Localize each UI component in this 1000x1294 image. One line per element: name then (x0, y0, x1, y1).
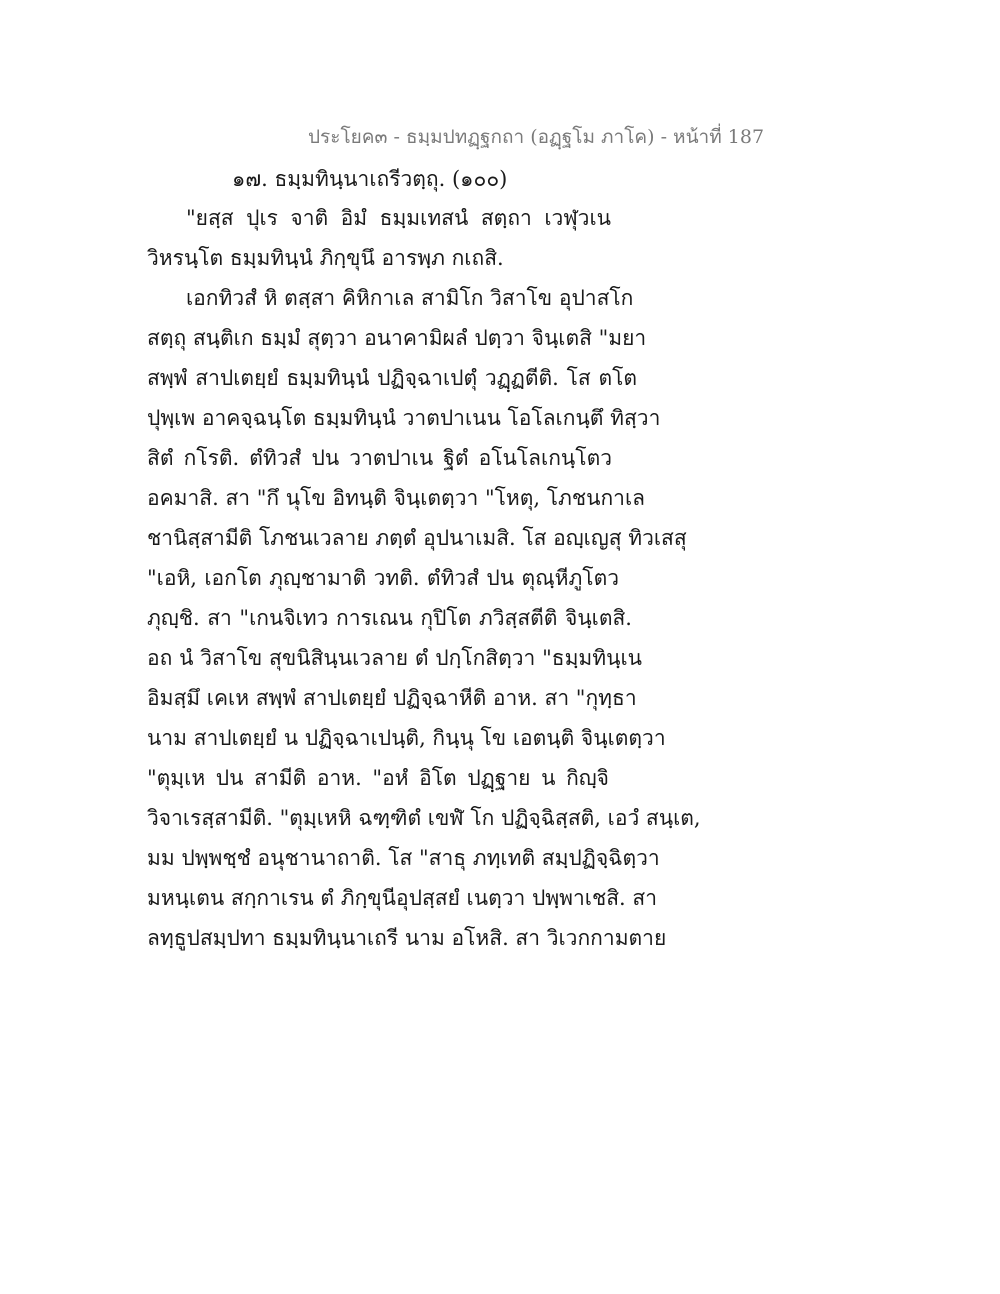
body-line: อิมสฺมึ เคเห สพฺพํ สาปเตยฺยํ ปฏิจฺฉาหีติ อาห. สา "กุทฺธา (147, 686, 637, 710)
body-line: นาม สาปเตยฺยํ น ปฏิจฺฉาเปนฺติ, กินฺนุ โข เอตนฺติ จินฺเตตฺวา (147, 726, 666, 750)
body-line: "ยสฺส ปุเร จาติ อิมํ ธมฺมเทสนํ สตฺถา เวฬุวเน (186, 206, 611, 230)
running-header: ประโยค๓ - ธมฺมปทฏฺฐกถา (อฏฺฐโม ภาโค) - หน้าที่ 187 (308, 126, 765, 148)
body-line: อถ นํ วิสาโข สุขนิสินฺนเวลาย ตํ ปกฺโกสิตฺวา "ธมฺมทินฺเน (147, 646, 642, 670)
body-line: ปุพฺเพ อาคจฺฉนฺโต ธมฺมทินฺนํ วาตปาเนน โอโลเกนฺตึ ทิสฺวา (147, 406, 661, 430)
body-line: เอกทิวสํ หิ ตสฺสา คิหิกาเล สามิโก วิสาโข อุปาสโก (186, 286, 634, 310)
body-line: "เอหิ, เอกโต ภุญฺชามาติ วทติ. ตํทิวสํ ปน ตุณฺหีภูโตว (147, 566, 619, 590)
body-line: สิตํ กโรติ. ตํทิวสํ ปน วาตปาเน ฐิตํ อโนโลเกนฺโตว (147, 446, 612, 470)
body-line: มม ปพฺพชฺชํ อนุชานาถาติ. โส "สาธุ ภทฺเทติ สมฺปฏิจฺฉิตฺวา (147, 846, 660, 870)
body-line: "ตุมฺเห ปน สามีติ อาห. "อหํ อิโต ปฏฺฐาย น กิญฺจิ (147, 766, 609, 790)
body-line: วิจาเรสฺสามีติ. "ตุมฺเหหิ ฉฑฺฑิตํ เขฬํ โก ปฏิจฺฉิสฺสติ, เอวํ สนฺเต, (147, 806, 701, 830)
body-line: ภุญฺชิ. สา "เกนจิเทว การเณน กุปิโต ภวิสฺสตีติ จินฺเตสิ. (147, 606, 632, 630)
body-line: ลทฺธูปสมฺปทา ธมฺมทินฺนาเถรี นาม อโหสิ. สา วิเวกกามตาย (147, 926, 667, 950)
body-line: วิหรนฺโต ธมฺมทินฺนํ ภิกฺขุนึ อารพฺภ กเถสิ. (147, 246, 504, 270)
story-title: ๑๗. ธมฺมทินฺนาเถรีวตฺถุ. (๑๐๐) (232, 167, 508, 191)
body-line: ชานิสฺสามีติ โภชนเวลาย ภตฺตํ อุปนาเมสิ. โส อญฺเญสุ ทิวเสสุ (147, 526, 687, 550)
body-line: มหนฺเตน สกฺกาเรน ตํ ภิกฺขุนีอุปสฺสยํ เนตฺวา ปพฺพาเชสิ. สา (147, 886, 657, 910)
body-line: สพฺพํ สาปเตยฺยํ ธมฺมทินฺนํ ปฏิจฺฉาเปตุํ วฏฺฏตีติ. โส ตโต (147, 366, 637, 390)
body-line: อคมาสิ. สา "กึ นุโข อิทนฺติ จินฺเตตฺวา "โหตุ, โภชนกาเล (147, 486, 646, 510)
body-line: สตฺถุ สนฺติเก ธมฺมํ สุตฺวา อนาคามิผลํ ปตฺวา จินฺเตสิ "มยา (147, 326, 647, 350)
